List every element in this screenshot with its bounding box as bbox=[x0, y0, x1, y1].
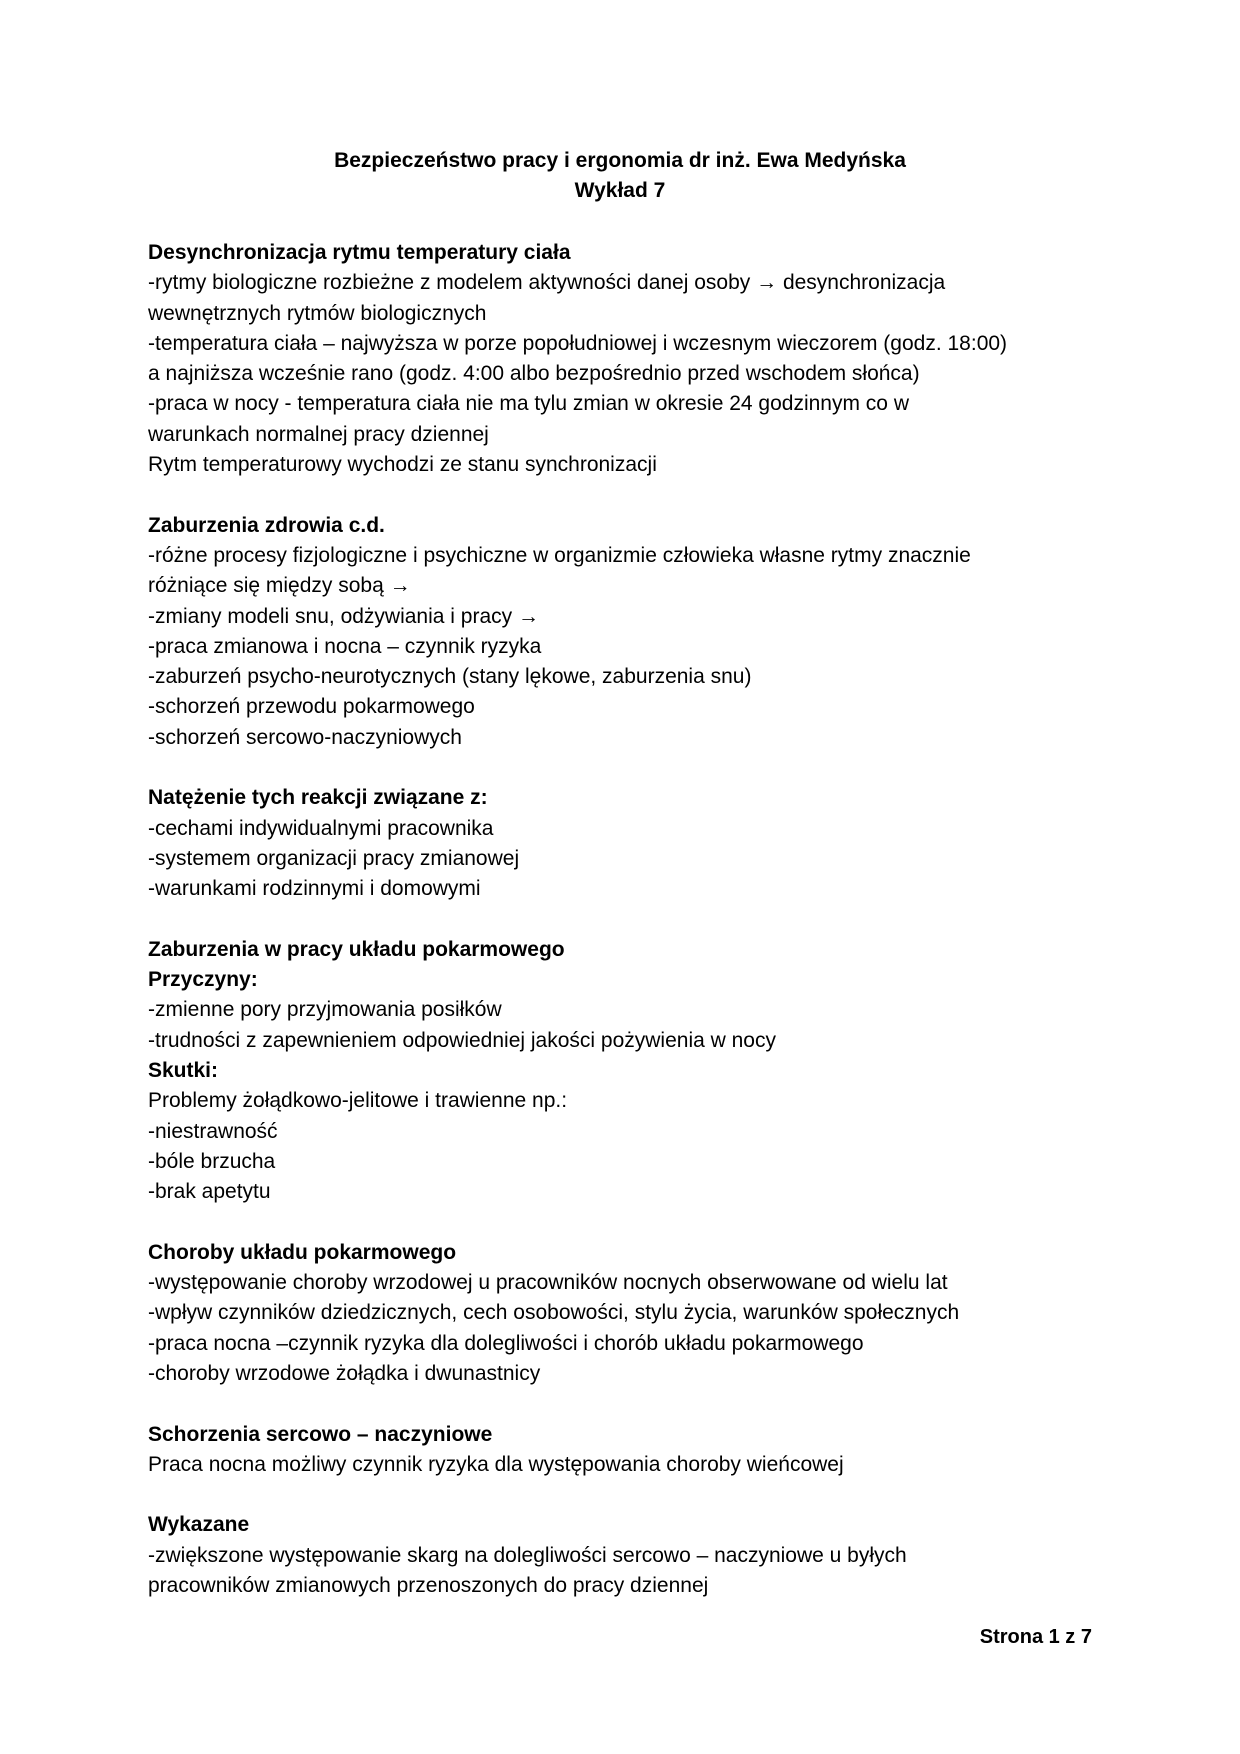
section-digestive-diseases bbox=[148, 1238, 1108, 1389]
body-line: różniące się między sobą → bbox=[148, 574, 411, 598]
body-line: -różne procesy fizjologiczne i psychiczne w organizmie człowieka własne rytmy znacznie bbox=[148, 543, 971, 567]
body-line: Rytm temperaturowy wychodzi ze stanu synchronizacji bbox=[148, 453, 657, 477]
body-line: -schorzeń sercowo-naczyniowych bbox=[148, 725, 462, 749]
body-line: -występowanie choroby wrzodowej u pracowników nocnych obserwowane od wielu lat bbox=[148, 1271, 948, 1295]
body-line: warunkach normalnej pracy dziennej bbox=[148, 422, 489, 446]
paragraph-gap bbox=[148, 480, 1108, 510]
body-line: Praca nocna możliwy czynnik ryzyka dla występowania choroby wieńcowej bbox=[148, 1452, 844, 1476]
body-line: -temperatura ciała – najwyższa w porze popołudniowej i wczesnym wieczorem (godz. 18:00) bbox=[148, 331, 1008, 355]
section-heading: Schorzenia sercowo – naczyniowe bbox=[148, 1422, 493, 1446]
section-heading: Zaburzenia zdrowia c.d. bbox=[148, 513, 385, 537]
paragraph-gap bbox=[148, 905, 1108, 935]
section-heading: Choroby układu pokarmowego bbox=[148, 1240, 457, 1264]
section-cardiovascular bbox=[148, 1420, 1108, 1481]
section-heading: Wykazane bbox=[148, 1513, 250, 1537]
section-reaction-intensity bbox=[148, 783, 1108, 904]
body-line: -wpływ czynników dziedzicznych, cech osobowości, stylu życia, warunków społecznych bbox=[148, 1301, 960, 1325]
paragraph-gap bbox=[148, 1480, 1108, 1510]
section-heading: Zaburzenia w pracy układu pokarmowego bbox=[148, 937, 565, 961]
document-body bbox=[148, 238, 1108, 1601]
subsection-heading-causes: Przyczyny: bbox=[148, 968, 258, 992]
body-line: -zmiany modeli snu, odżywiania i pracy → bbox=[148, 604, 539, 628]
document-title: Bezpieczeństwo pracy i ergonomia dr inż. Ewa Medyńska bbox=[334, 149, 906, 172]
body-line: -rytmy biologiczne rozbieżne z modelem aktywności danej osoby → desynchronizacja bbox=[148, 271, 946, 295]
subsection-heading-effects: Skutki: bbox=[148, 1059, 219, 1083]
body-line: a najniższa wcześnie rano (godz. 4:00 albo bezpośrednio przed wschodem słońca) bbox=[148, 362, 920, 386]
body-line: -systemem organizacji pracy zmianowej bbox=[148, 846, 520, 870]
body-line: -schorzeń przewodu pokarmowego bbox=[148, 695, 475, 719]
page-number: Strona 1 z 7 bbox=[979, 1626, 1092, 1648]
body-line: -praca zmianowa i nocna – czynnik ryzyka bbox=[148, 634, 542, 658]
body-line: -praca nocna –czynnik ryzyka dla dolegliwości i chorób układu pokarmowego bbox=[148, 1331, 864, 1355]
body-line: -warunkami rodzinnymi i domowymi bbox=[148, 877, 481, 901]
paragraph-gap bbox=[148, 1208, 1108, 1238]
section-heading: Natężenie tych reakcji związane z: bbox=[148, 786, 488, 810]
body-line: -choroby wrzodowe żołądka i dwunastnicy bbox=[148, 1361, 541, 1385]
body-line: -brak apetytu bbox=[148, 1180, 271, 1204]
body-line: -praca w nocy - temperatura ciała nie ma tylu zmian w okresie 24 godzinnym co w bbox=[148, 392, 909, 416]
body-line: -zmienne pory przyjmowania posiłków bbox=[148, 998, 502, 1022]
section-temperature-rhythm bbox=[148, 238, 1108, 480]
body-line: -zaburzeń psycho-neurotycznych (stany lękowe, zaburzenia snu) bbox=[148, 665, 752, 689]
section-health-disorders bbox=[148, 511, 1108, 753]
section-digestive-disorders bbox=[148, 935, 1108, 1208]
body-line: pracowników zmianowych przenoszonych do pracy dziennej bbox=[148, 1574, 709, 1598]
body-line: Problemy żołądkowo-jelitowe i trawienne np.: bbox=[148, 1089, 568, 1113]
paragraph-gap bbox=[148, 753, 1108, 783]
body-line: -cechami indywidualnymi pracownika bbox=[148, 816, 494, 840]
body-line: -zwiększone występowanie skarg na dolegliwości sercowo – naczyniowe u byłych bbox=[148, 1543, 907, 1567]
section-demonstrated bbox=[148, 1510, 1108, 1601]
body-line: -bóle brzucha bbox=[148, 1149, 276, 1173]
body-line: wewnętrznych rytmów biologicznych bbox=[148, 301, 487, 325]
body-line: -trudności z zapewnieniem odpowiedniej jakości pożywienia w nocy bbox=[148, 1028, 776, 1052]
lecture-number: Wykład 7 bbox=[574, 179, 666, 202]
paragraph-gap bbox=[148, 1389, 1108, 1419]
body-line: -niestrawność bbox=[148, 1119, 278, 1143]
section-heading: Desynchronizacja rytmu temperatury ciała bbox=[148, 241, 571, 264]
